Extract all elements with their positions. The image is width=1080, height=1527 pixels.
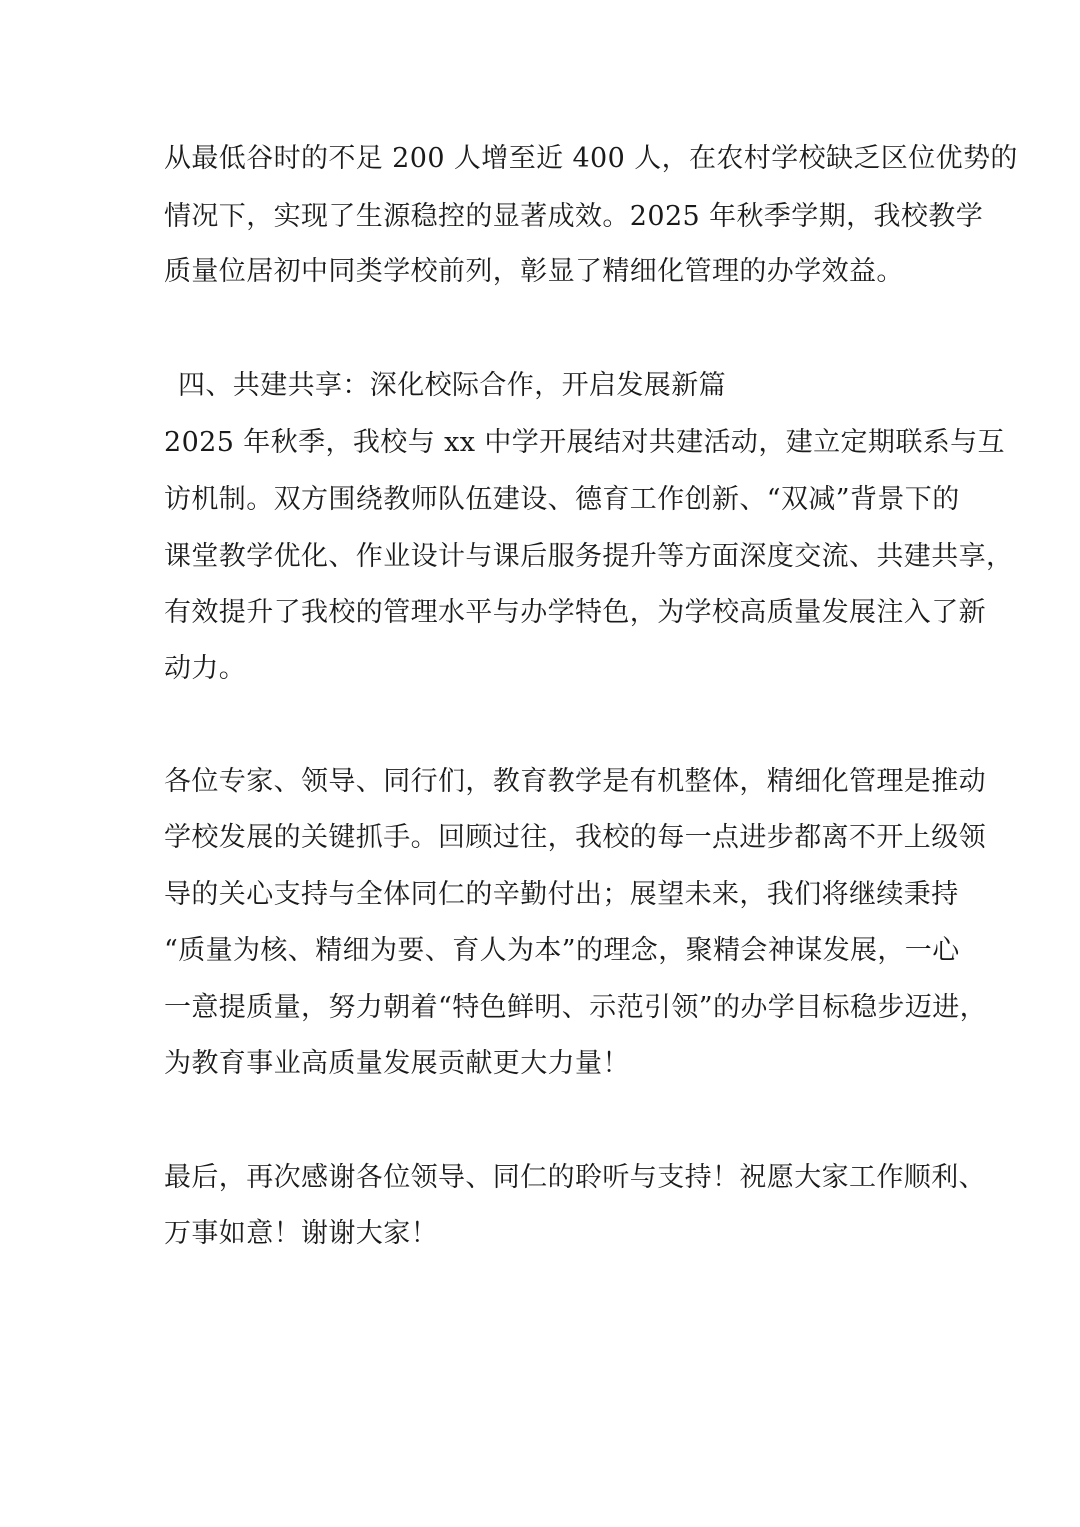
text-line: 从最低谷时的不足 200 人增至近 400 人，在农村学校缺乏区位优势的	[164, 143, 1018, 174]
section-heading: 四、共建共享：深化校际合作，开启发展新篇	[178, 370, 726, 401]
text-line: 有效提升了我校的管理水平与办学特色，为学校高质量发展注入了新	[164, 597, 986, 628]
text-line: 学校发展的关键抓手。回顾过往，我校的每一点进步都离不开上级领	[164, 822, 986, 853]
text-line: 最后，再次感谢各位领导、同仁的聆听与支持！祝愿大家工作顺利、	[164, 1162, 986, 1193]
text-line: 情况下，实现了生源稳控的显著成效。2025 年秋季学期，我校教学	[164, 201, 984, 232]
text-line: “质量为核、精细为要、育人为本”的理念，聚精会神谋发展，一心	[164, 935, 960, 966]
text-line: 动力。	[164, 653, 247, 684]
text-line: 一意提质量，努力朝着“特色鲜明、示范引领”的办学目标稳步迈进，	[164, 992, 988, 1023]
text-line: 万事如意！谢谢大家！	[164, 1218, 438, 1249]
text-line: 各位专家、领导、同行们，教育教学是有机整体，精细化管理是推动	[164, 766, 986, 797]
text-line: 为教育事业高质量发展贡献更大力量！	[164, 1048, 630, 1079]
text-line: 访机制。双方围绕教师队伍建设、德育工作创新、“双减”背景下的	[164, 484, 960, 515]
text-line: 课堂教学优化、作业设计与课后服务提升等方面深度交流、共建共享，	[164, 541, 1014, 572]
text-line: 2025 年秋季，我校与 xx 中学开展结对共建活动，建立定期联系与互	[164, 427, 1005, 458]
text-line: 导的关心支持与全体同仁的辛勤付出；展望未来，我们将继续秉持	[164, 879, 959, 910]
text-line: 质量位居初中同类学校前列，彰显了精细化管理的办学效益。	[164, 256, 904, 287]
